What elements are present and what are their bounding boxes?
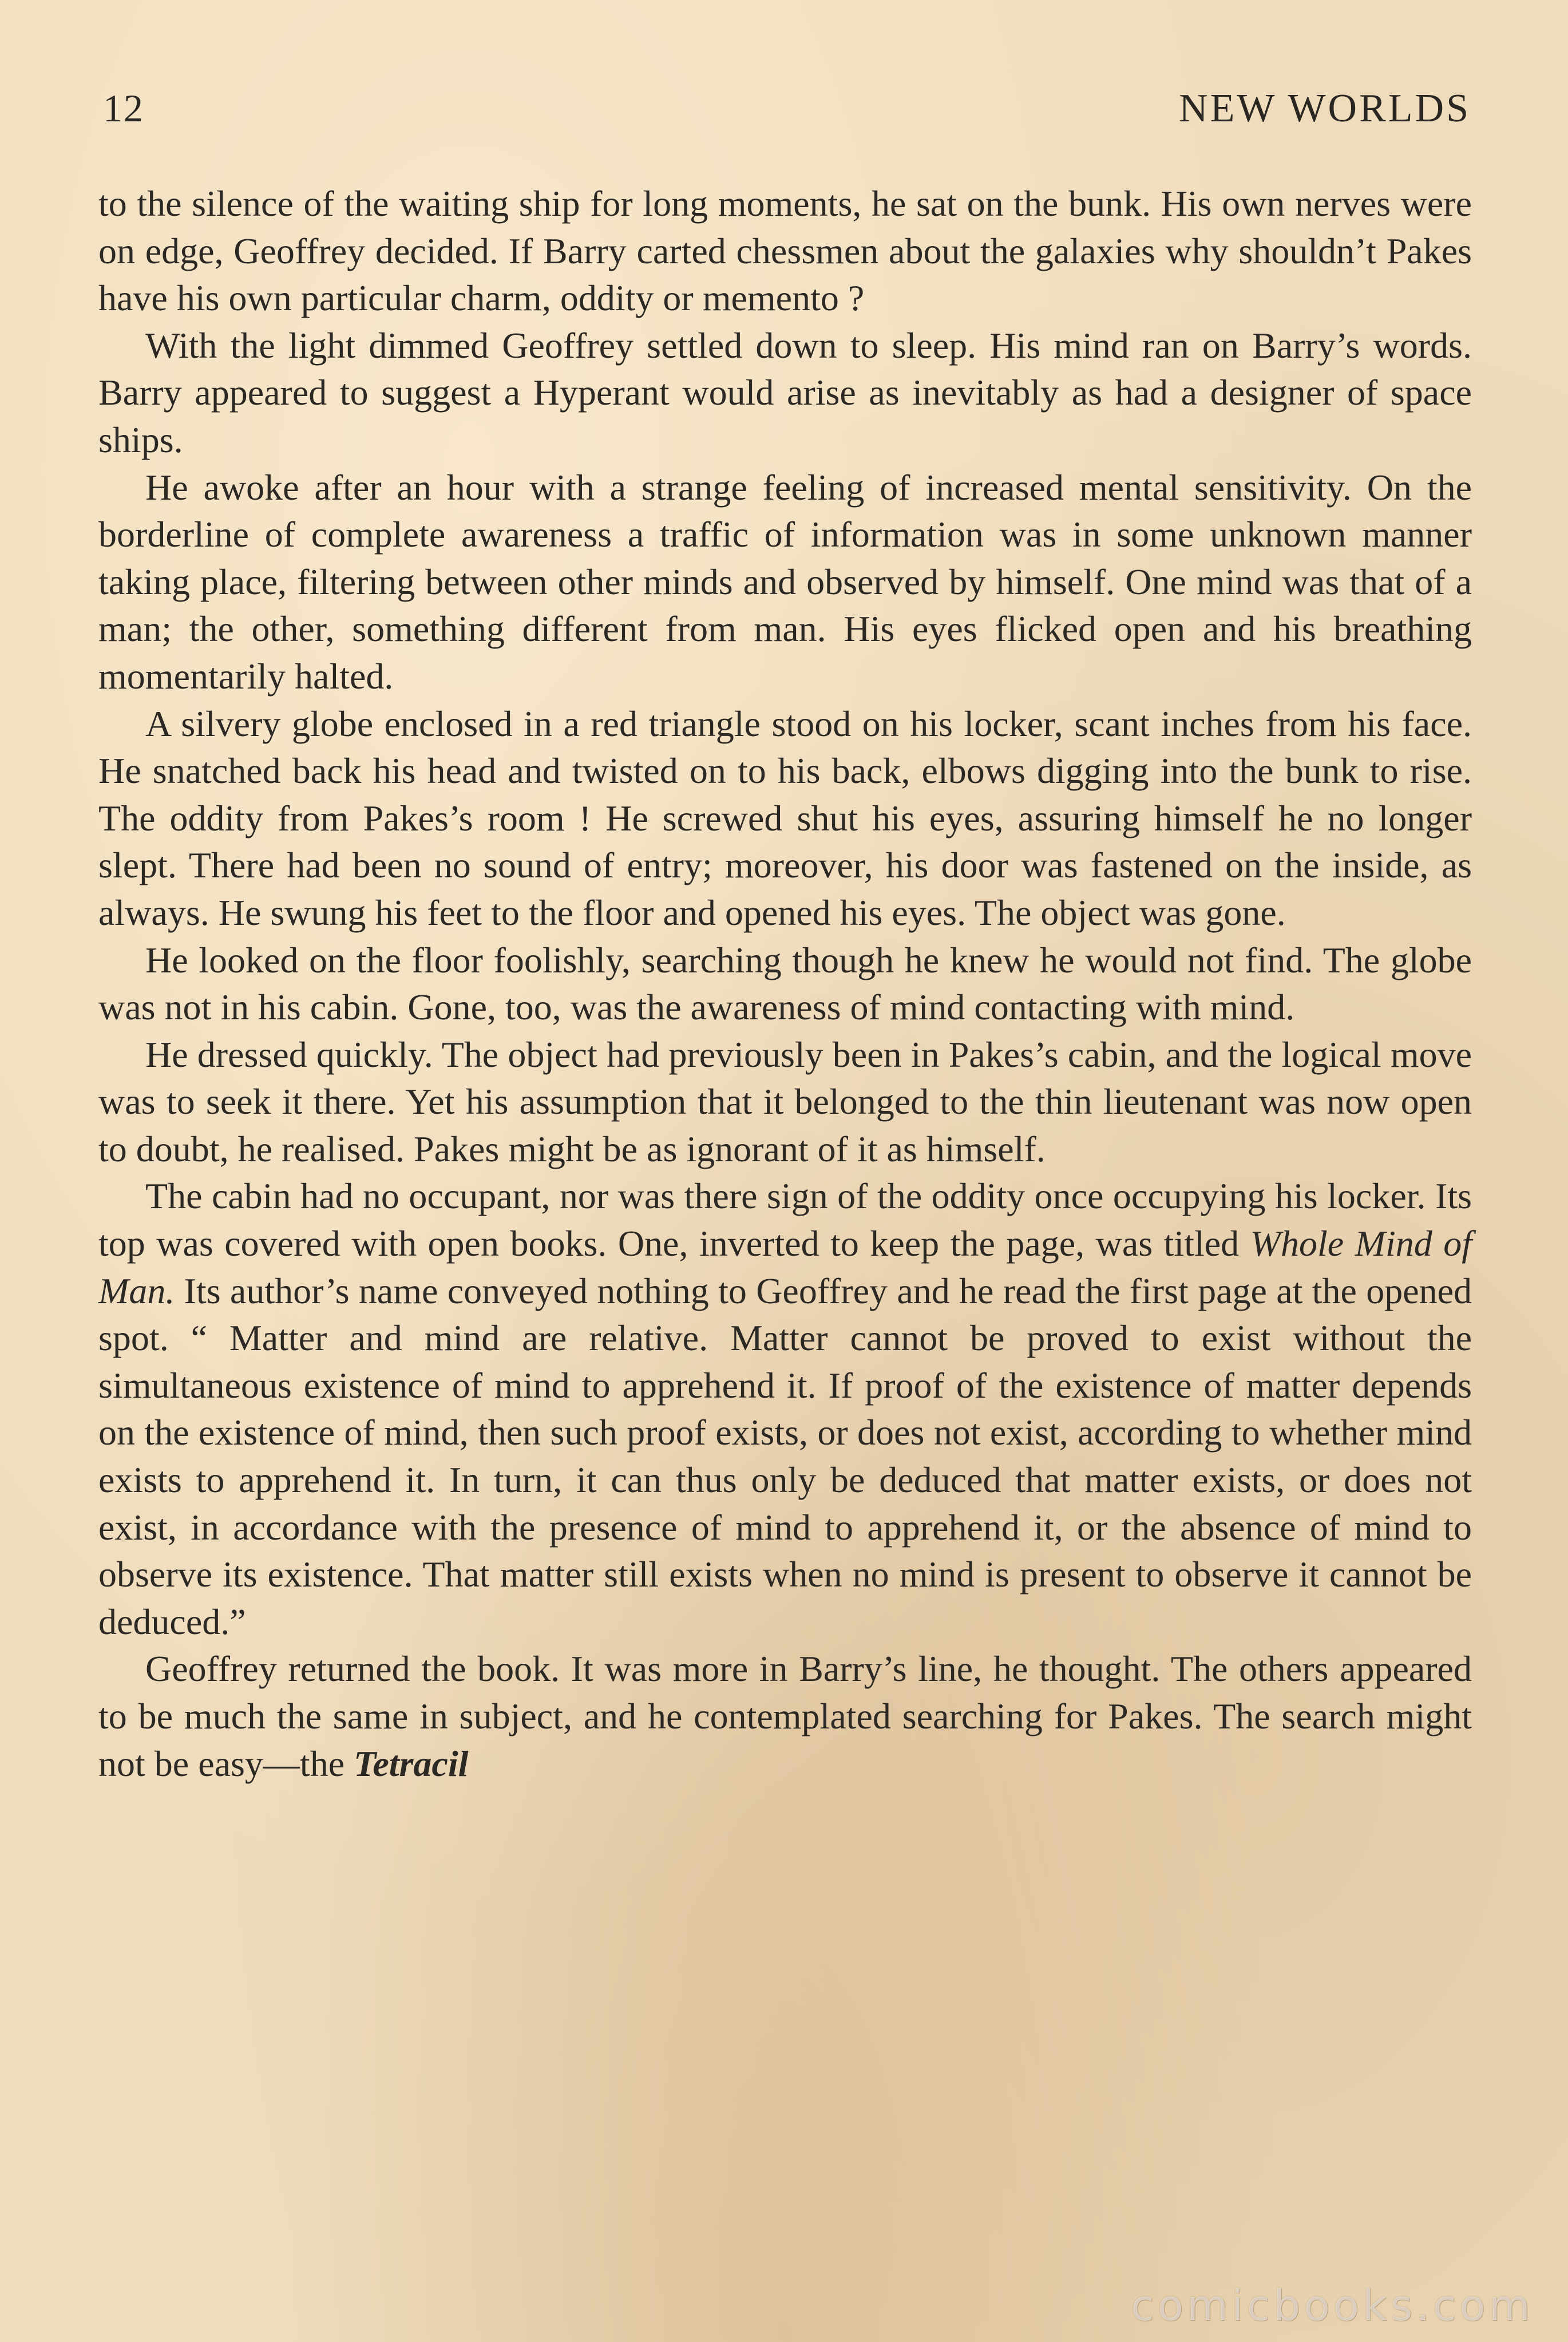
paragraph-3: He awoke after an hour with a strange feeling of increased mental sensitivity. On the borderline of complete awareness a traffic of information was in some unknown manner taking place, filtering between other minds and observed by himself. One mind was that of a man; the other, something different from man. His eyes flicked open and his breathing momentarily halted.: [98, 466, 1472, 697]
watermark: comicbooks.com: [1131, 2281, 1534, 2331]
page-number: 12: [103, 86, 144, 130]
paragraph-4: A silvery globe enclosed in a red triangle stood on his locker, scant inches from his face. He snatched back his head and twisted on to his back, elbows digging into the bunk to rise. The oddity from Pakes’s room ! He screwed shut his eyes, assuring himself he no longer slept. There had been no sound of entry; moreover, his door was fastened on the inside, as always. He swung his feet to the floor and opened his eyes. The object was gone.: [98, 703, 1472, 933]
ship-name: Tetracil: [354, 1743, 469, 1784]
body-text: [98, 180, 1472, 1787]
running-head: NEW WORLDS: [1179, 86, 1471, 130]
paragraph-7-part-1: The cabin had no occupant, nor was there sign of the oddity once occupying his locker. Its top was covered with open books. One, inverted to keep the page, was titled: [98, 1176, 1472, 1264]
paragraph-5: He looked on the floor foolishly, searching though he knew he would not find. The globe was not in his cabin. Gone, too, was the awareness of mind contacting with mind.: [98, 939, 1472, 1028]
paragraph-7: [98, 1173, 1472, 1645]
page-header: [103, 86, 1471, 149]
paragraph-6: He dressed quickly. The object had previously been in Pakes’s cabin, and the logical move was to seek it there. Yet his assumption that it belonged to the thin lieutenant was now open to doubt, he realised. Pakes might be as ignorant of it as himself.: [98, 1034, 1472, 1169]
paragraph-8: [98, 1645, 1472, 1787]
paragraph-8-part-1: Geoffrey returned the book. It was more in Barry’s line, he thought. The others appeared to be much the same in subject, and he contemplated searching for Pakes. The search might not be easy—the: [98, 1648, 1472, 1784]
paragraph-1: to the silence of the waiting ship for long moments, he sat on the bunk. His own nerves were on edge, Geoffrey decided. If Barry carted chessmen about the galaxies why shouldn’t Pakes have his own particular charm, oddity or memento ?: [98, 183, 1472, 319]
paragraph-7-part-2: Its author’s name conveyed nothing to Geoffrey and he read the first page at the opened spot. “ Matter and mind are relative. Matter cannot be proved to exist without the simultaneous existence of mind to apprehend it. If proof of the existence of matter depends on the existence of mind, then such proof exists, or does not exist, according to whether mind exists to apprehend it. In turn, it can thus only be deduced that matter exists, or does not exist, in accordance with the presence of mind to apprehend it, or the absence of mind to observe its existence. That matter still exists when no mind is present to observe it cannot be deduced.”: [98, 1270, 1472, 1642]
paragraph-2: With the light dimmed Geoffrey settled down to sleep. His mind ran on Barry’s words. Barry appeared to suggest a Hyperant would arise as inevitably as had a designer of space ships.: [98, 325, 1472, 460]
book-title: Whole Mind of Man.: [98, 1223, 1472, 1311]
